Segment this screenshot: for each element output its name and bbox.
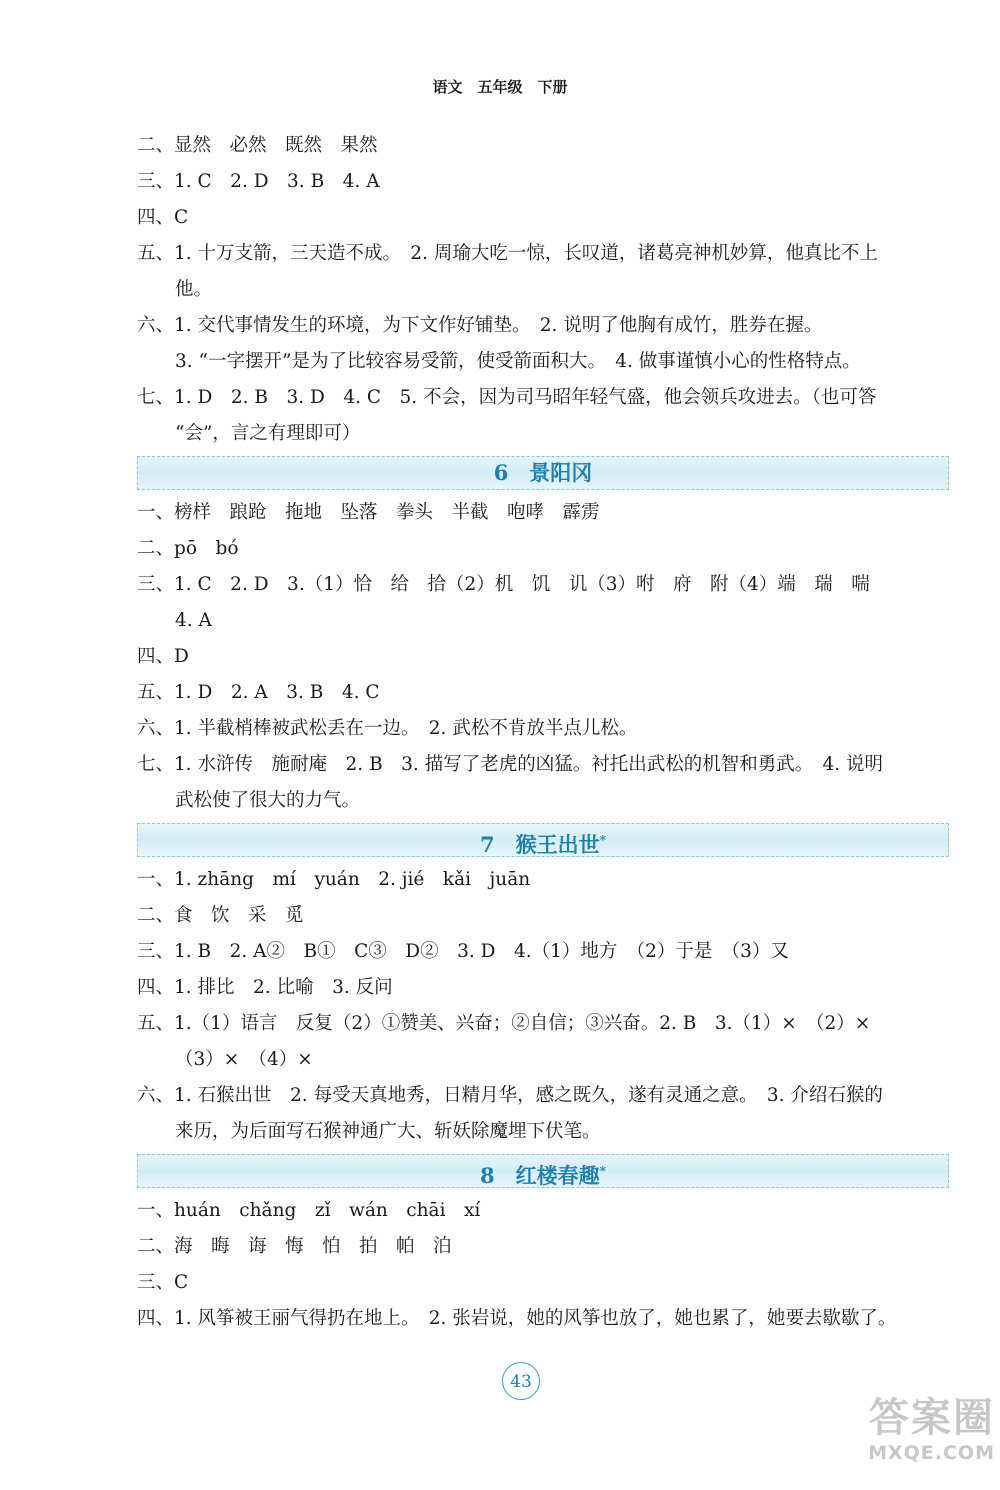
answer-line: 二、海 晦 诲 悔 怕 拍 帕 泊: [137, 1236, 452, 1257]
answer-line: 五、1.（1）语言 反复（2）①赞美、兴奋；②自信；③兴奋。2. B 3.（1）× （2）×: [137, 1013, 871, 1034]
answer-line-continued: 他。: [175, 279, 213, 300]
page-header: 语文 五年级 下册: [432, 78, 568, 96]
answer-line-continued: “会”，言之有理即可）: [175, 423, 361, 444]
answer-line-continued: 武松使了很大的力气。: [175, 790, 361, 811]
answer-line-continued: 来历，为后面写石猴神通广大、斩妖除魔埋下伏笔。: [175, 1121, 601, 1142]
answer-line: 六、1. 石猴出世 2. 每受天真地秀，日精月华，感之既久，遂有灵通之意。 3. 介绍石猴的: [137, 1085, 883, 1106]
answer-line: 五、1. D 2. A 3. B 4. C: [137, 682, 380, 703]
page-number: 43: [502, 1362, 540, 1400]
section-heading: [137, 456, 949, 490]
answer-line: 三、C: [137, 1272, 189, 1293]
section-title: 7 猴王出世: [480, 832, 600, 857]
watermark: [830, 1395, 995, 1465]
answer-line: 二、pō bó: [137, 538, 239, 559]
optional-lesson-mark: *: [599, 1164, 606, 1178]
section-title: 6 景阳冈: [493, 460, 593, 485]
answer-line: 四、1. 排比 2. 比喻 3. 反问: [137, 977, 393, 998]
answer-line-continued: 3. “一字摆开”是为了比较容易受箭，使受箭面积大。 4. 做事谨慎小心的性格特点。: [175, 351, 861, 372]
answer-line: 三、1. C 2. D 3. B 4. A: [137, 171, 380, 192]
answer-line: 四、D: [137, 646, 189, 667]
answer-line: 七、1. D 2. B 3. D 4. C 5. 不会，因为司马昭年轻气盛，他会领兵攻进去。（也可答: [137, 387, 877, 408]
answer-line: 四、C: [137, 207, 189, 228]
section-heading: [137, 1154, 949, 1188]
answer-line: 一、huán chǎng zǐ wán chāi xí: [137, 1200, 481, 1221]
answer-line: 一、1. zhāng mí yuán 2. jié kǎi juān: [137, 869, 531, 890]
answer-line: 二、显然 必然 既然 果然: [137, 135, 378, 156]
answer-line: 七、1. 水浒传 施耐庵 2. B 3. 描写了老虎的凶猛。衬托出武松的机智和勇武。 4. 说明: [137, 754, 883, 775]
watermark-brand: 答案圈: [869, 1395, 995, 1441]
watermark-site: MXQE.COM: [868, 1442, 995, 1464]
optional-lesson-mark: *: [599, 833, 606, 847]
answer-line: 三、1. C 2. D 3.（1）恰 给 拾（2）机 饥 讥（3）咐 府 附（4）端 瑞 喘: [137, 574, 870, 595]
answer-content: [137, 128, 949, 1337]
section-heading: [137, 823, 949, 857]
answer-line: 三、1. B 2. A② B① C③ D② 3. D 4.（1）地方 （2）于是 （3）又: [137, 941, 789, 962]
answer-line: 一、榜样 踉跄 拖地 坠落 拳头 半截 咆哮 霹雳: [137, 502, 600, 523]
answer-line: 六、1. 交代事情发生的环境，为下文作好铺垫。 2. 说明了他胸有成竹，胜券在握。: [137, 315, 823, 336]
section-title: 8 红楼春趣: [480, 1163, 600, 1188]
answer-line: 六、1. 半截梢棒被武松丢在一边。 2. 武松不肯放半点儿松。: [137, 718, 638, 739]
answer-line-continued: （3）× （4）×: [175, 1049, 313, 1070]
answer-line: 四、1. 风筝被王丽气得扔在地上。 2. 张岩说，她的风筝也放了，她也累了，她要去歇歇了。: [137, 1308, 897, 1329]
answer-line-continued: 4. A: [175, 610, 212, 631]
answer-line: 五、1. 十万支箭，三天造不成。 2. 周瑜大吃一惊，长叹道，诸葛亮神机妙算，他真比不上: [137, 243, 878, 264]
answer-line: 二、食 饮 采 觅: [137, 905, 304, 926]
